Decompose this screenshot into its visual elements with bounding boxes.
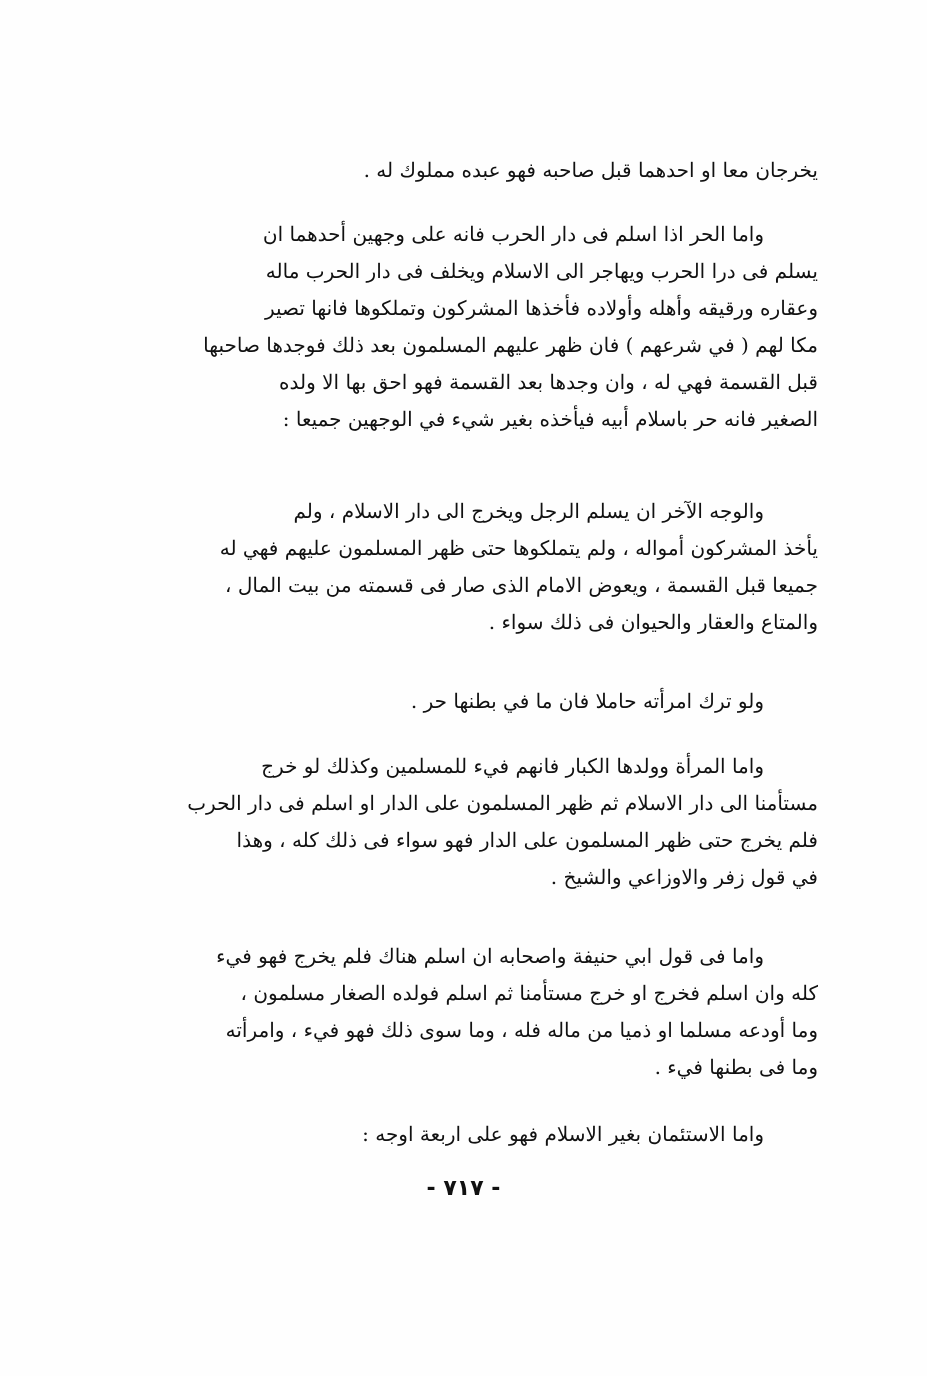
text-line: مكا لهم ( في شرعهم ) فان ظهر عليهم المسلمون بعد ذلك فوجدها صاحبها	[203, 333, 818, 357]
text-line: واما الاستئمان بغير الاسلام فهو على اربعة اوجه :	[362, 1122, 764, 1146]
page-number: - ٧١٧ -	[426, 1176, 501, 1201]
text-line: قبل القسمة فهي له ، وان وجدها بعد القسمة فهو احق بها الا ولده	[279, 370, 818, 394]
paragraph-woman-and-children	[178, 748, 818, 896]
text-line: واما الحر اذا اسلم فى دار الحرب فانه على وجهين أحدهما ان	[262, 222, 764, 246]
paragraph-second-case	[178, 493, 818, 641]
text-line: يأخذ المشركون أمواله ، ولم يتملكوها حتى ظهر المسلمون عليهم فهي له	[219, 536, 818, 560]
text-line: الصغير فانه حر باسلام أبيه فيأخذه بغير شيء في الوجهين جميعا :	[282, 407, 818, 431]
text-line: ولو ترك امرأته حاملا فان ما في بطنها حر .	[410, 689, 764, 713]
text-line: وما أودعه مسلما او ذميا من ماله فله ، وما سوى ذلك فهو فيء ، وامرأته	[225, 1018, 818, 1042]
paragraph-abu-hanifa-view	[178, 938, 818, 1086]
paragraph-pregnant-wife	[178, 683, 818, 720]
text-line: مستأمنا الى دار الاسلام ثم ظهر المسلمون على الدار او اسلم فى دار الحرب	[187, 791, 818, 815]
paragraph-free-man-converting	[178, 216, 818, 438]
text-line: وما فى بطنها فيء .	[654, 1055, 818, 1079]
text-line: في قول زفر والاوزاعي والشيخ .	[550, 865, 818, 889]
paragraph-continuation	[178, 152, 818, 189]
text-line: فلم يخرج حتى ظهر المسلمون على الدار فهو سواء فى ذلك كله ، وهذا	[236, 828, 818, 852]
text-line: يسلم فى درا الحرب ويهاجر الى الاسلام ويخلف فى دار الحرب ماله	[265, 259, 818, 283]
paragraph-safe-conduct	[178, 1116, 818, 1153]
text-line: والمتاع والعقار والحيوان فى ذلك سواء .	[488, 610, 818, 634]
text-line: جميعا قبل القسمة ، ويعوض الامام الذى صار فى قسمته من بيت المال ،	[225, 573, 818, 597]
text-line: وعقاره ورقيقه وأهله وأولاده فأخذها المشركون وتملكوها فانها تصير	[264, 296, 818, 320]
text-line: كله وان اسلم فخرج او خرج مستأمنا ثم اسلم فولده الصغار مسلمون ،	[240, 981, 818, 1005]
text-line: واما فى قول ابي حنيفة واصحابه ان اسلم هناك فلم يخرج فهو فيء	[216, 944, 764, 968]
text-line: يخرجان معا او احدهما قبل صاحبه فهو عبده مملوك له .	[363, 158, 818, 182]
text-line: والوجه الآخر ان يسلم الرجل ويخرج الى دار الاسلام ، ولم	[293, 499, 764, 523]
text-line: واما المرأة وولدها الكبار فانهم فيء للمسلمين وكذلك لو خرج	[261, 754, 764, 778]
